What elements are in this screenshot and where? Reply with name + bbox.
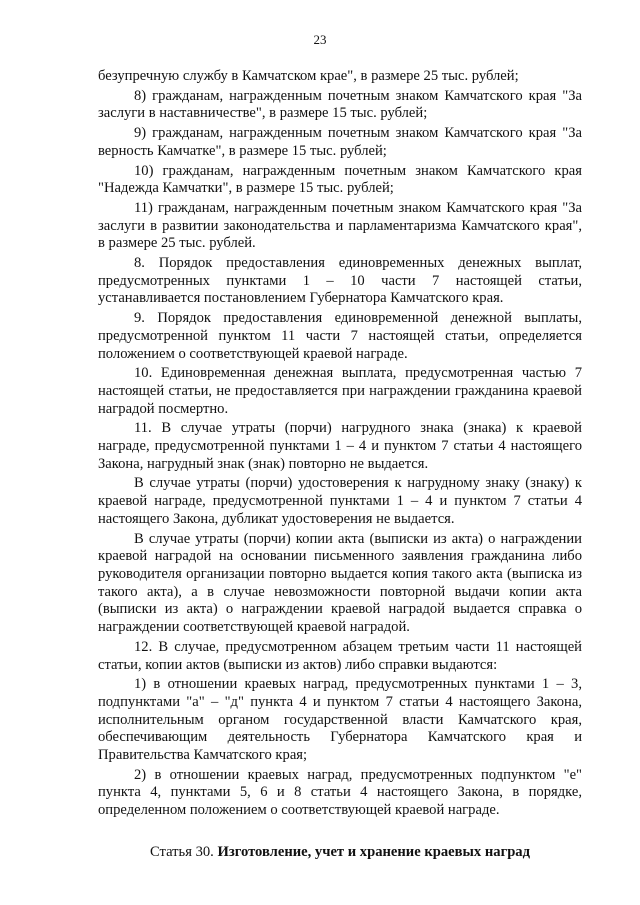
paragraph: 9. Порядок предоставления единовременной денежной выплаты, предусмотренной пунктом 11 части 7 настоящей статьи, определяется положением о соответствующей краевой награде. xyxy=(98,310,582,362)
paragraph: 11. В случае утраты (порчи) нагрудного знака (знака) к краевой награде, предусмотренной пунктами 1 – 4 и пунктом 7 статьи 4 настоящего Закона, нагрудный знак (знак) повторно не выдается. xyxy=(98,420,582,472)
article-number: Статья 30. xyxy=(149,843,214,860)
paragraph: 8. Порядок предоставления единовременных денежных выплат, предусмотренных пунктами 1 – 10 части 7 настоящей статьи, устанавливается постановлением Губернатора Камчатского края. xyxy=(98,255,582,307)
paragraph: 8) гражданам, награжденным почетным знаком Камчатского края "За заслуги в наставничестве", в размере 15 тыс. рублей; xyxy=(98,87,582,122)
paragraph: В случае утраты (порчи) удостоверения к нагрудному знаку (знаку) к краевой награде, предусмотренной пунктами 1 – 4 и пунктом 7 статьи 4 настоящего Закона, дубликат удостоверения не выдается. xyxy=(98,475,582,527)
paragraph: 1) в отношении краевых наград, предусмотренных пунктами 1 – 3, подпунктами "а" – "д" пункта 4 и пунктом 7 статьи 4 настоящего Закона, исполнительным органом государственной власти Камчатского края, обеспечивающим деятельность Губернатора Камчатского края и Правительства Камчатского края; xyxy=(98,676,582,764)
document-body xyxy=(98,68,582,862)
article-title: Изготовление, учет и хранение краевых наград xyxy=(217,843,530,860)
paragraph: 11) гражданам, награжденным почетным знаком Камчатского края "За заслуги в развитии законодательства и парламентаризма Камчатского края", в размере 25 тыс. рублей. xyxy=(98,199,582,252)
paragraph: В случае утраты (порчи) копии акта (выписки из акта) о награждении краевой наградой на основании письменного заявления гражданина либо руководителя организации повторно выдается копия такого акта (выписка из такого акта), а в случае невозможности повторной выдачи копии акта (выписки из акта) о награждении краевой наградой выдается справка о награждении соответствующей краевой наградой. xyxy=(98,530,582,636)
paragraph: 2) в отношении краевых наград, предусмотренных подпунктом "е" пункта 4, пунктами 5, 6 и 8 статьи 4 настоящего Закона, в порядке, определенном положением о соответствующей краевой награде. xyxy=(98,766,582,819)
paragraph: безупречную службу в Камчатском крае", в размере 25 тыс. рублей; xyxy=(98,68,519,84)
paragraph: 12. В случае, предусмотренном абзацем третьим части 11 настоящей статьи, копии актов (выписки из актов) либо справки выдаются: xyxy=(98,638,582,673)
paragraph: 9) гражданам, награжденным почетным знаком Камчатского края "За верность Камчатке", в размере 15 тыс. рублей; xyxy=(98,125,582,159)
paragraph: 10) гражданам, награжденным почетным знаком Камчатского края "Надежда Камчатки", в размере 15 тыс. рублей; xyxy=(98,162,582,197)
page-number: 23 xyxy=(313,32,327,47)
article-heading xyxy=(98,844,582,862)
paragraph: 10. Единовременная денежная выплата, предусмотренная частью 7 настоящей статьи, не предоставляется при награждении гражданина краевой наградой посмертно. xyxy=(98,365,582,417)
